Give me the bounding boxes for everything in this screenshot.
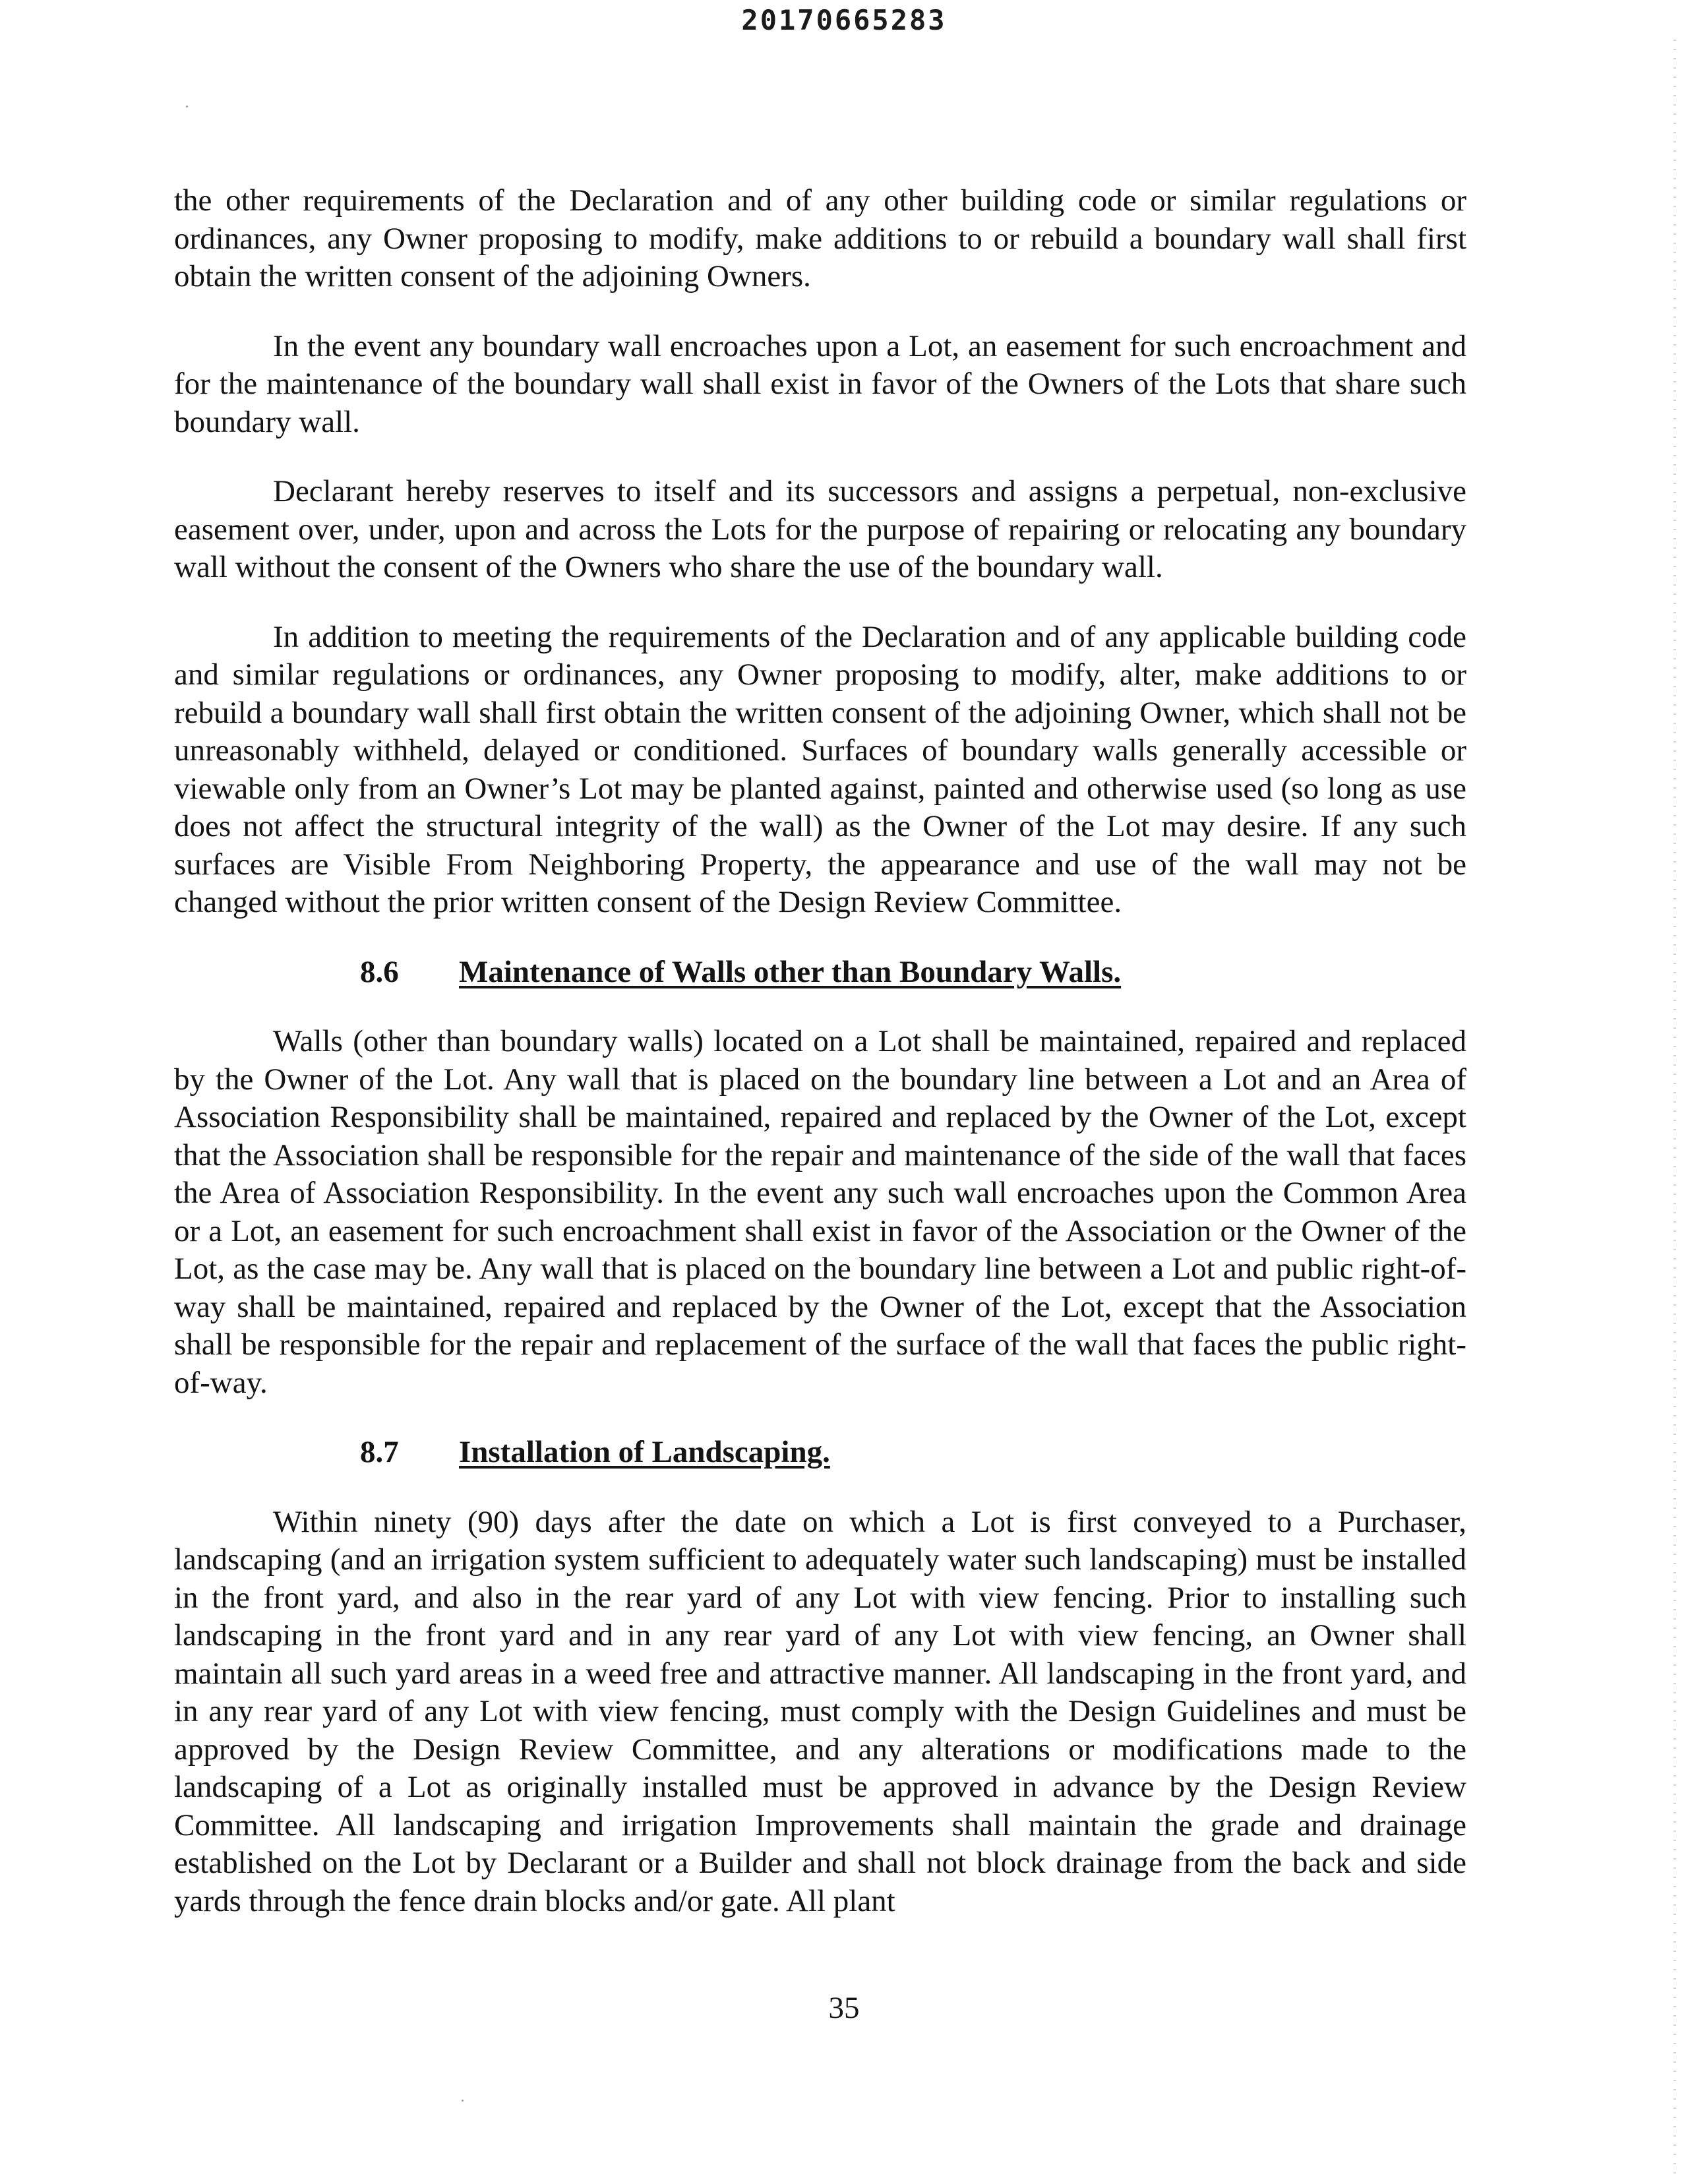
body-paragraph: In the event any boundary wall encroaches upon a Lot, an easement for such encroachment and for the maintenance of the boundary wall shall exist in favor of the Owners of the Lots that share such boundary wall. — [174, 328, 1466, 439]
section-title: Installation of Landscaping. — [459, 1435, 830, 1469]
section-number: 8.6 — [360, 954, 399, 989]
section-number: 8.7 — [360, 1435, 399, 1469]
body-paragraph: In addition to meeting the requirements of the Declaration and of any applicable building code and similar regulations or ordinances, any Owner proposing to modify, alter, make additions to or rebuild a boundary wall shall first obtain the written consent of the adjoining Owner, which shall not be unreasonably withheld, delayed or conditioned. Surfaces of boundary walls generally accessible or viewable only from an Owner’s Lot may be planted against, painted and otherwise used (so long as use does not affect the structural integrity of the wall) as the Owner of the Lot may desire. If any such surfaces are Visible From Neighboring Property, the appearance and use of the wall may not be changed without the prior written consent of the Design Review Committee. — [174, 619, 1466, 919]
scan-speck — [186, 106, 188, 107]
page-body — [174, 182, 1466, 1920]
recording-number: 20170665283 — [741, 4, 947, 36]
section-8-6-body: Walls (other than boundary walls) located on a Lot shall be maintained, repaired and replaced by the Owner of the Lot. Any wall that is placed on the boundary line between a Lot and an Area of Association Responsibility shall be maintained, repaired and replaced by the Owner of the Lot, except that the Association shall be responsible for the repair and maintenance of the side of the wall that faces the Area of Association Responsibility. In the event any such wall encroaches upon the Common Area or a Lot, an easement for such encroachment shall exist in favor of the Association or the Owner of the Lot, as the case may be. Any wall that is placed on the boundary line between a Lot and public right-of-way shall be maintained, repaired and replaced by the Owner of the Lot, except that the Association shall be responsible for the repair and replacement of the surface of the wall that faces the public right-of-way. — [174, 1024, 1466, 1400]
body-paragraph: Declarant hereby reserves to itself and its successors and assigns a perpetual, non-exclusive easement over, under, upon and across the Lots for the purpose of repairing or relocating any boundary wall without the consent of the Owners who share the use of the boundary wall. — [174, 474, 1466, 584]
scan-speck — [462, 2100, 464, 2102]
page-number: 35 — [828, 1991, 860, 2025]
section-title: Maintenance of Walls other than Boundary Walls. — [459, 954, 1122, 989]
section-heading-8-6 — [174, 954, 1466, 992]
section-heading-8-7 — [174, 1434, 1466, 1472]
continued-paragraph: the other requirements of the Declaration and of any other building code or similar regulations or ordinances, any Owner proposing to modify, make additions to or rebuild a boundary wall shall first obtain the written consent of the adjoining Owners. — [174, 183, 1466, 293]
section-8-7-body: Within ninety (90) days after the date on which a Lot is first conveyed to a Purchaser, landscaping (and an irrigation system sufficient to adequately water such landscaping) must be installed in the front yard, and also in the rear yard of any Lot with view fencing. Prior to installing such landscaping in the front yard and in any rear yard of any Lot with view fencing, an Owner shall maintain all such yard areas in a weed free and attractive manner. All landscaping in the front yard, and in any rear yard of any Lot with view fencing, must comply with the Design Guidelines and must be approved by the Design Review Committee, and any alterations or modifications made to the landscaping of a Lot as originally installed must be approved in advance by the Design Review Committee. All landscaping and irrigation Improvements shall maintain the grade and drainage established on the Lot by Declarant or a Builder and shall not block drainage from the back and side yards through the fence drain blocks and/or gate. All plant — [174, 1504, 1466, 1918]
scan-edge-marks — [1673, 40, 1676, 2176]
